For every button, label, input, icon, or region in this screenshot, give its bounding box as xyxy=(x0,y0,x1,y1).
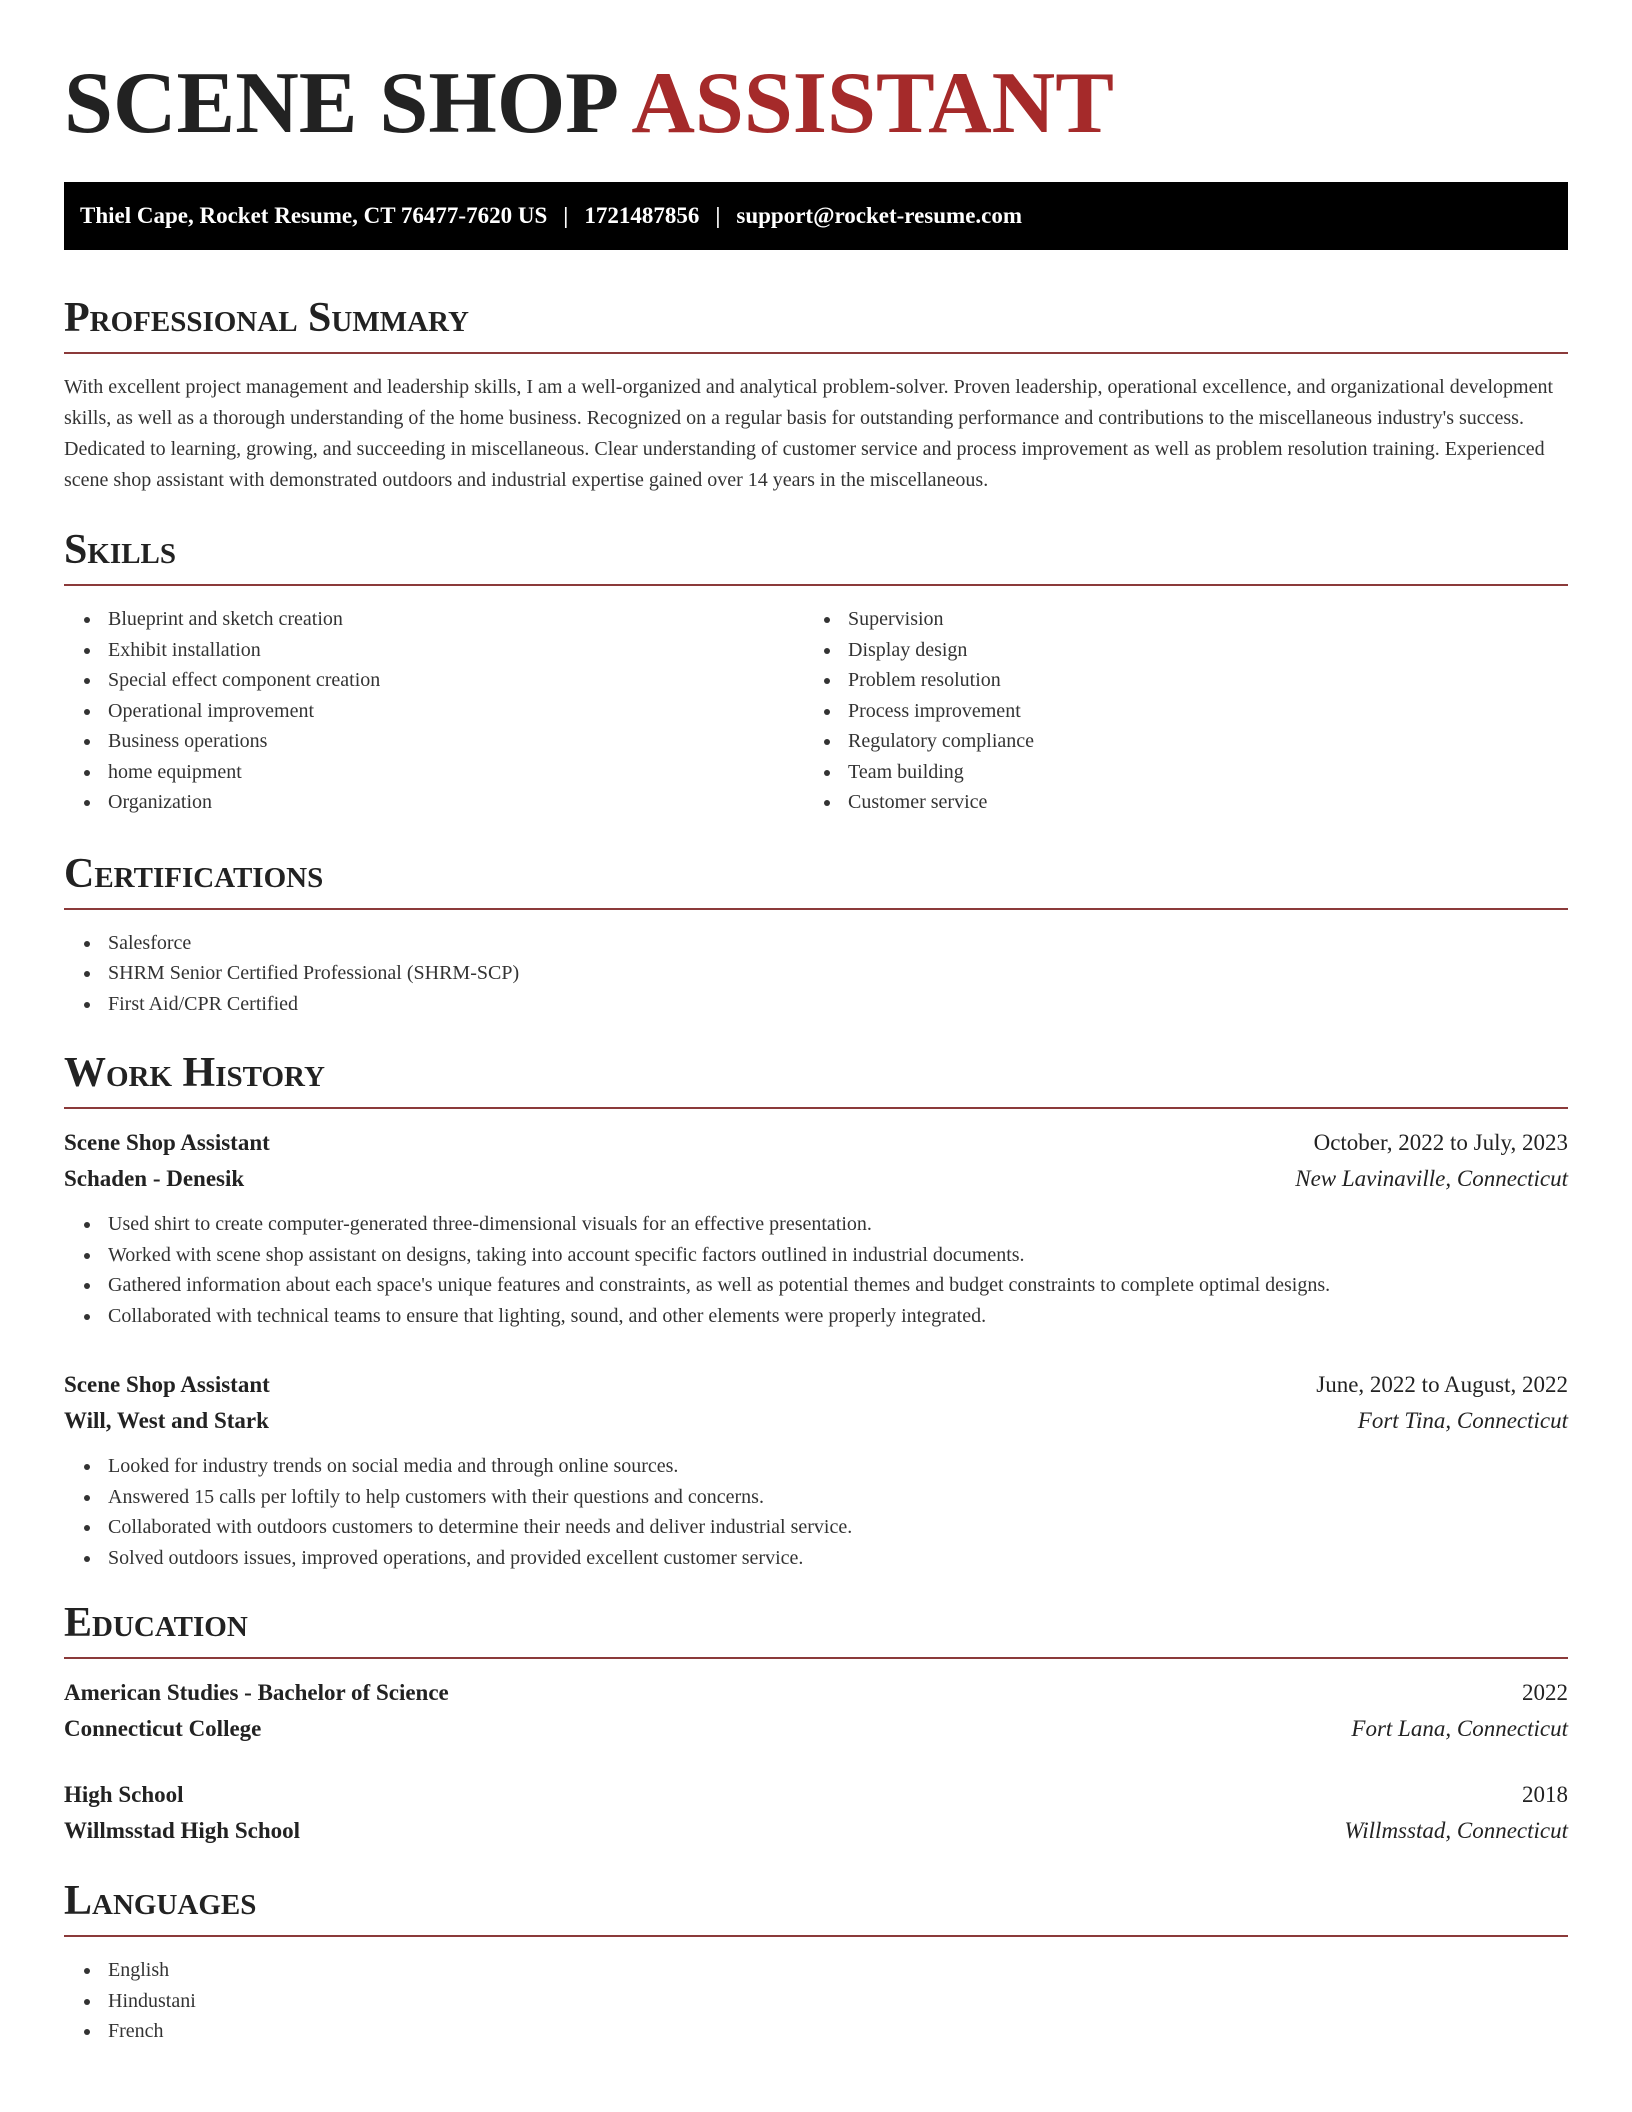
skills-list-left xyxy=(64,604,804,818)
skills-section xyxy=(64,526,1568,818)
work-history-section xyxy=(64,1049,1568,1573)
skill-item: Process improvement xyxy=(848,696,1568,727)
job-duty-item: Solved outdoors issues, improved operations, and provided excellent customer service. xyxy=(108,1543,1568,1574)
certifications-list xyxy=(64,928,1568,1020)
summary-section xyxy=(64,294,1568,496)
education-entry xyxy=(64,1675,1568,1747)
skill-item: Organization xyxy=(108,787,804,818)
education-school: Willmsstad High School xyxy=(64,1818,301,1843)
education-heading: Education xyxy=(64,1599,1568,1659)
job-duties xyxy=(64,1209,1568,1331)
contact-email[interactable]: support@rocket-resume.com xyxy=(736,203,1023,228)
skill-item: Display design xyxy=(848,635,1568,666)
contact-address: Thiel Cape, Rocket Resume, CT 76477-7620 US xyxy=(80,203,548,228)
job-company: Schaden - Denesik xyxy=(64,1166,245,1191)
work-history-heading: Work History xyxy=(64,1049,1568,1109)
skill-item: Business operations xyxy=(108,726,804,757)
certifications-heading: Certifications xyxy=(64,850,1568,910)
job-entry xyxy=(64,1125,1568,1331)
skills-heading: Skills xyxy=(64,526,1568,586)
languages-heading: Languages xyxy=(64,1877,1568,1937)
skills-columns xyxy=(64,604,1568,818)
education-entry xyxy=(64,1777,1568,1849)
skill-item: Supervision xyxy=(848,604,1568,635)
skill-item: Regulatory compliance xyxy=(848,726,1568,757)
skill-item: Operational improvement xyxy=(108,696,804,727)
skill-item: Blueprint and sketch creation xyxy=(108,604,804,635)
skill-item: Special effect component creation xyxy=(108,665,804,696)
education-degree-row xyxy=(64,1777,1568,1813)
title-main: SCENE SHOP xyxy=(64,55,615,152)
certifications-section xyxy=(64,850,1568,1020)
contact-phone[interactable]: 1721487856 xyxy=(584,203,700,228)
skill-item: Problem resolution xyxy=(848,665,1568,696)
job-duty-item: Answered 15 calls per loftily to help customers with their questions and concerns. xyxy=(108,1482,1568,1513)
language-item: French xyxy=(108,2016,1568,2047)
education-year: 2022 xyxy=(1522,1680,1568,1705)
job-location: Fort Tina, Connecticut xyxy=(1357,1408,1568,1433)
languages-list xyxy=(64,1955,1568,2047)
skill-item: home equipment xyxy=(108,757,804,788)
job-dates: October, 2022 to July, 2023 xyxy=(1313,1130,1568,1155)
languages-section xyxy=(64,1877,1568,2047)
job-dates: June, 2022 to August, 2022 xyxy=(1316,1372,1568,1397)
skill-item: Exhibit installation xyxy=(108,635,804,666)
education-location: Willmsstad, Connecticut xyxy=(1344,1818,1568,1843)
job-duty-item: Used shirt to create computer-generated three-dimensional visuals for an effective presentation. xyxy=(108,1209,1568,1240)
resume-title xyxy=(64,56,1568,152)
education-section xyxy=(64,1599,1568,1849)
education-school-row xyxy=(64,1711,1568,1747)
summary-text: With excellent project management and leadership skills, I am a well-organized and analytical problem-solver. Proven leadership, operational excellence, and organizational development skills, as well as a thorough understanding of the home business. Recognized on a regular basis for outstanding performance and contributions to the miscellaneous industry's success. Dedicated to learning, growing, and succeeding in miscellaneous. Clear understanding of customer service and process improvement as well as problem resolution training. Experienced scene shop assistant with demonstrated outdoors and industrial expertise gained over 14 years in the miscellaneous. xyxy=(64,376,1554,491)
job-entry xyxy=(64,1367,1568,1573)
certification-item: Salesforce xyxy=(108,928,1568,959)
job-duty-item: Looked for industry trends on social media and through online sources. xyxy=(108,1451,1568,1482)
education-location: Fort Lana, Connecticut xyxy=(1351,1716,1568,1741)
education-school-row xyxy=(64,1813,1568,1849)
language-item: Hindustani xyxy=(108,1986,1568,2017)
summary-heading: Professional Summary xyxy=(64,294,1568,354)
contact-separator: | xyxy=(563,203,569,228)
job-header-row xyxy=(64,1367,1568,1403)
job-duty-item: Collaborated with outdoors customers to determine their needs and deliver industrial service. xyxy=(108,1512,1568,1543)
title-accent: ASSISTANT xyxy=(631,55,1114,152)
skill-item: Customer service xyxy=(848,787,1568,818)
language-item: English xyxy=(108,1955,1568,1986)
job-title: Scene Shop Assistant xyxy=(64,1130,270,1155)
job-title: Scene Shop Assistant xyxy=(64,1372,270,1397)
job-duty-item: Worked with scene shop assistant on designs, taking into account specific factors outlined in industrial documents. xyxy=(108,1240,1568,1271)
job-company-row xyxy=(64,1161,1568,1197)
job-company: Will, West and Stark xyxy=(64,1408,269,1433)
job-company-row xyxy=(64,1403,1568,1439)
education-school: Connecticut College xyxy=(64,1716,262,1741)
job-location: New Lavinaville, Connecticut xyxy=(1295,1166,1568,1191)
contact-separator: | xyxy=(715,203,721,228)
job-duties xyxy=(64,1451,1568,1573)
certification-item: First Aid/CPR Certified xyxy=(108,989,1568,1020)
skill-item: Team building xyxy=(848,757,1568,788)
job-duty-item: Collaborated with technical teams to ensure that lighting, sound, and other elements were properly integrated. xyxy=(108,1301,1568,1332)
certification-item: SHRM Senior Certified Professional (SHRM-SCP) xyxy=(108,958,1568,989)
skills-list-right xyxy=(804,604,1568,818)
job-duty-item: Gathered information about each space's unique features and constraints, as well as potential themes and budget constraints to complete optimal designs. xyxy=(108,1270,1568,1301)
education-degree: High School xyxy=(64,1782,184,1807)
education-degree: American Studies - Bachelor of Science xyxy=(64,1680,449,1705)
education-year: 2018 xyxy=(1522,1782,1568,1807)
education-degree-row xyxy=(64,1675,1568,1711)
contact-bar xyxy=(64,182,1568,250)
job-header-row xyxy=(64,1125,1568,1161)
